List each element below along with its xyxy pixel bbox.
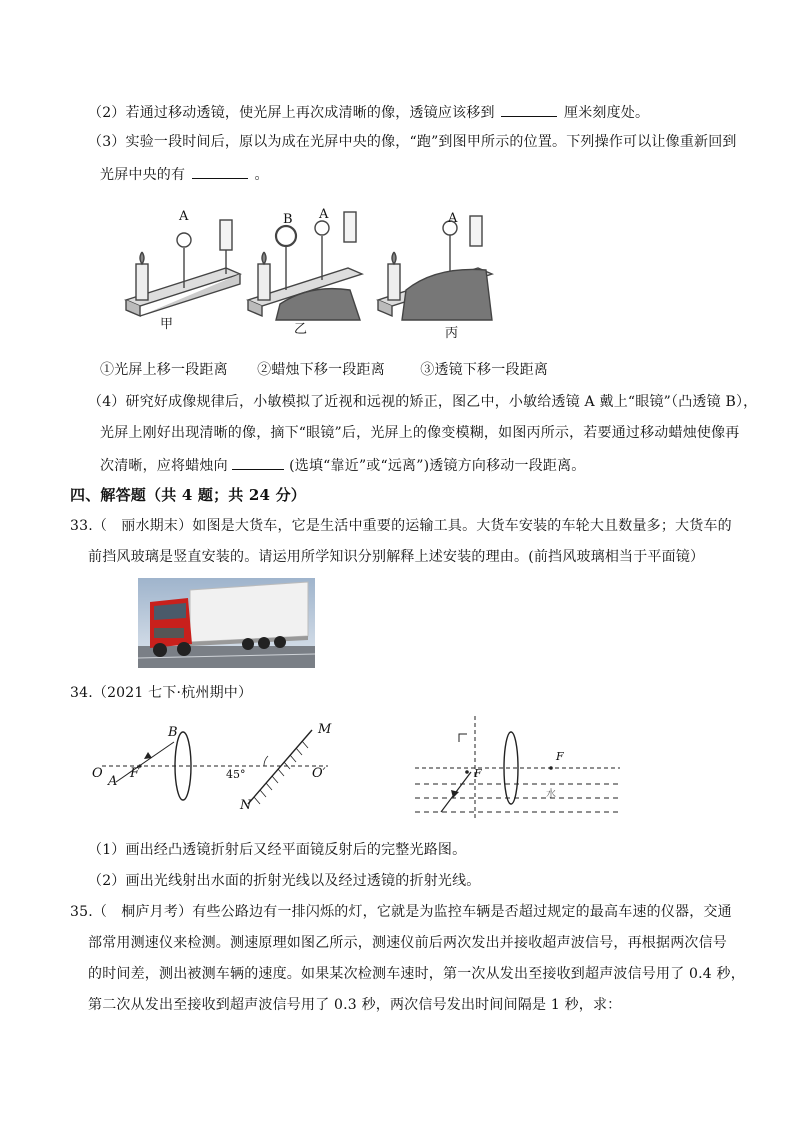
q34-label-O: O [92, 766, 103, 781]
q35-line1: 35.（ 桐庐月考）有些公路边有一排闪烁的灯，它就是为监控车辆是否超过规定的最高车速的仪器，交通 [70, 904, 732, 920]
q34-label-A: A [108, 774, 118, 789]
q35-line3: 的时间差，测出被测车辆的速度。如果某次检测车速时，第一次从发出至接收到超声波信号用了 0.4 秒， [88, 966, 745, 982]
q32-part4-line1: （4）研究好成像规律后，小敏模拟了近视和远视的矫正，图乙中，小敏给透镜 A 戴上“眼镜”（凸透镜 B）， [88, 394, 758, 410]
fig-label-A2: A [319, 207, 329, 222]
optical-bench-figure [118, 200, 498, 346]
fig-label-yi: 乙 [294, 322, 308, 337]
q34-figure-lens-mirror [88, 718, 350, 818]
q32-part2-text: （2）若通过移动透镜，使光屏上再次成清晰的像，透镜应该移到 [88, 105, 495, 121]
q32-part4-text-b: (选填“靠近”或“远离”)透镜方向移动一段距离。 [289, 458, 586, 474]
q33-line1: 33.（ 丽水期末）如图是大货车，它是生活中重要的运输工具。大货车安装的车轮大且数量多；大货车的 [70, 518, 732, 534]
q32-options [100, 361, 548, 379]
q34-header: 34.（2021 七下·杭州期中） [70, 685, 253, 701]
q32-part3-blank[interactable] [192, 164, 248, 179]
q34-label-B: B [168, 725, 178, 740]
q34-label-Oprime: O′ [312, 766, 326, 781]
q32-part3-line2 [100, 164, 269, 184]
q32-part4-blank[interactable] [232, 455, 284, 470]
bench-yi [248, 212, 362, 320]
q32-part3-tail: 。 [254, 167, 269, 183]
fig-label-jia: 甲 [160, 317, 174, 332]
truck-photo [138, 578, 315, 668]
q34-label-F-left: F [474, 767, 482, 780]
bench-bing [378, 216, 492, 320]
fig-label-A3: A [448, 211, 458, 226]
q34-label-F-right: F [556, 750, 564, 763]
q34-sub1: （1）画出经凸透镜折射后又经平面镜反射后的完整光路图。 [88, 842, 467, 858]
q34-figure-water-lens [415, 712, 620, 824]
q32-part2-blank[interactable] [501, 102, 557, 117]
q32-option-3: ③透镜下移一段距离 [420, 362, 549, 378]
q32-part2 [88, 102, 649, 122]
fig-label-B: B [283, 212, 293, 227]
q32-part4-line2: 光屏上刚好出现清晰的像，摘下“眼镜”后，光屏上的像变模糊，如图丙所示，若要通过移动蜡烛使像再 [100, 425, 740, 441]
q34-label-M: M [318, 722, 332, 737]
q32-part4-text-a: 次清晰，应将蜡烛向 [100, 458, 228, 474]
q35-line4: 第二次从发出至接收到超声波信号用了 0.3 秒，两次信号发出时间间隔是 1 秒，求： [88, 997, 622, 1013]
q32-part3-line1: （3）实验一段时间后，原以为成在光屏中央的像，“跑”到图甲所示的位置。下列操作可以让像重新回到 [88, 134, 737, 150]
q32-part3-text: 光屏中央的有 [100, 167, 186, 183]
fig-label-bing: 丙 [445, 326, 459, 341]
q32-part2-tail: 厘米刻度处。 [564, 105, 650, 121]
q34-label-F: F [130, 766, 140, 781]
q35-line2: 部常用测速仪来检测。测速原理如图乙所示，测速仪前后两次发出并接收超声波信号，再根据两次信号 [88, 935, 727, 951]
bench-jia [126, 220, 240, 316]
q34-label-angle: 45° [226, 768, 246, 781]
q34-sub2: （2）画出光线射出水面的折射光线以及经过透镜的折射光线。 [88, 873, 481, 889]
q34-label-water: 水 [546, 789, 556, 800]
fig-label-A1: A [179, 209, 189, 224]
q33-line2: 前挡风玻璃是竖直安装的。请运用所学知识分别解释上述安装的理由。(前挡风玻璃相当于平面镜） [88, 549, 705, 565]
q32-option-2: ②蜡烛下移一段距离 [257, 362, 385, 378]
q32-option-1: ①光屏上移一段距离 [100, 362, 228, 378]
q34-label-N: N [240, 798, 252, 813]
section-title: 四、解答题（共 4 题；共 24 分） [70, 486, 307, 504]
q32-part4-line3 [100, 455, 585, 475]
